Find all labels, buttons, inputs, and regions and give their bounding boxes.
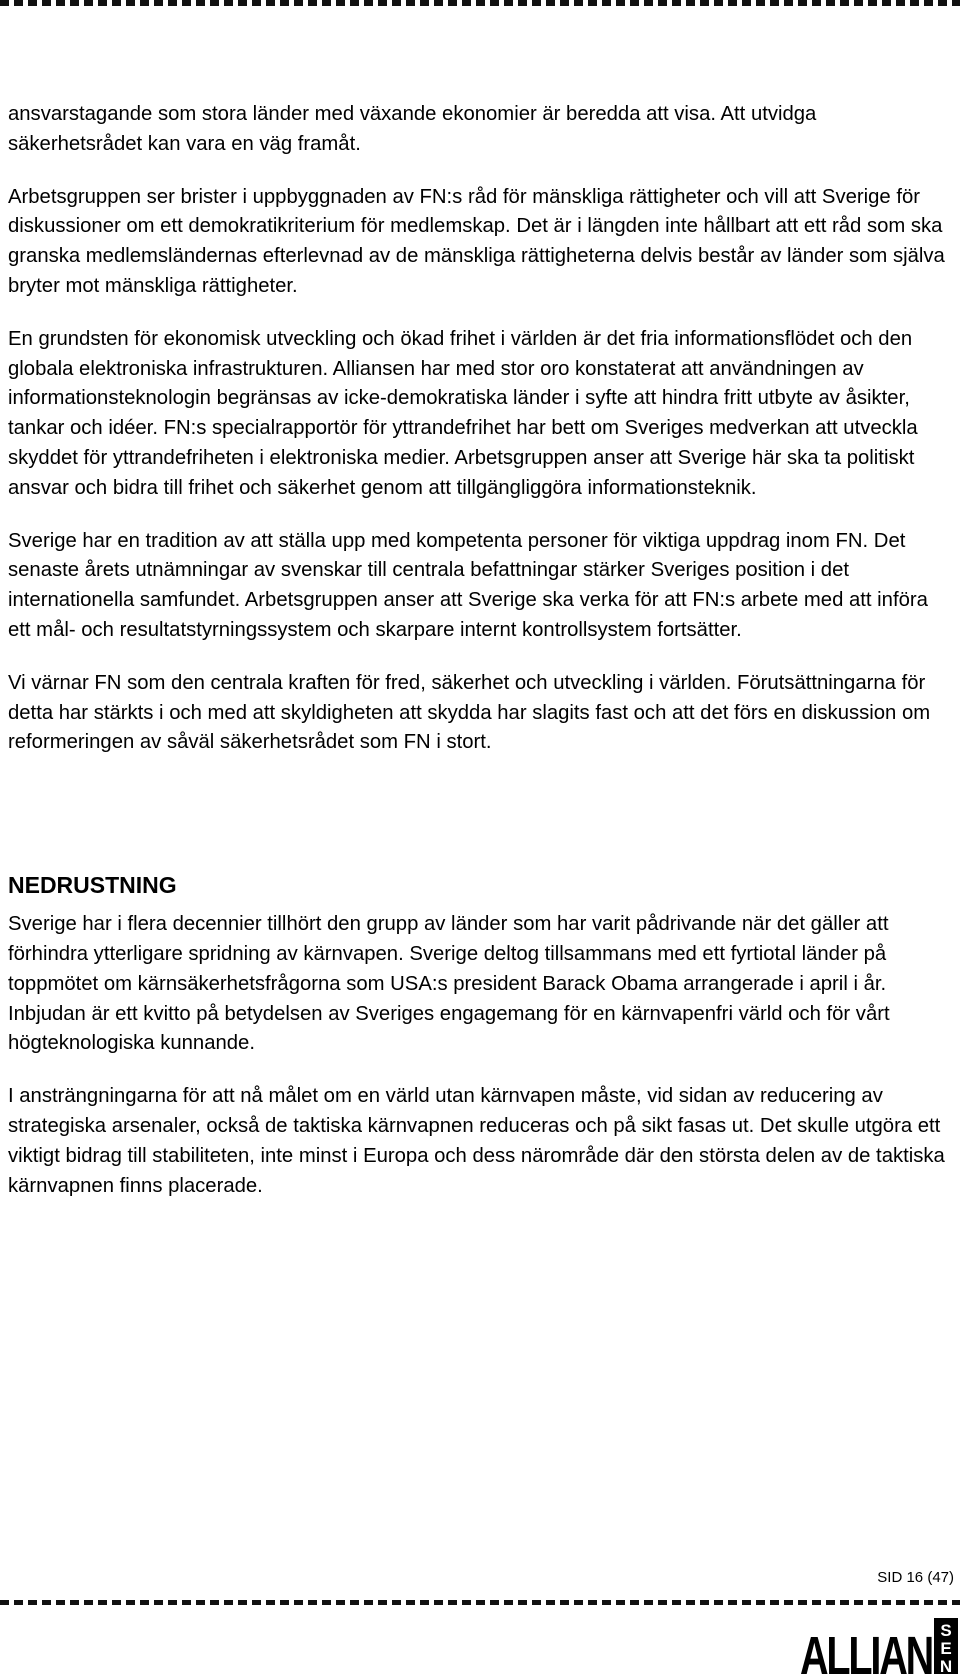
paragraph-un-central-force: Vi värnar FN som den centrala kraften för fred, säkerhet och utveckling i världen. Förutsättningarna för detta har stärkts i och med att skyldigheten att skydda har slagits fast och att det förs en diskussion om reformeringen av såväl säkerhetsrådet som FN i stort. bbox=[8, 671, 931, 754]
page-number: SID 16 (47) bbox=[877, 1569, 954, 1586]
paragraph-swedish-appointments: Sverige har en tradition av att ställa upp med kompetenta personer för viktiga uppdrag inom FN. Det senaste årets utnämningar av svenskar till centrala befattningar stärker Sveriges position i det internationella samfundet. Arbetsgruppen anser att Sverige ska verka för att FN:s arbete med att införa ett mål- och resultatstyrningssystem och skarpare internt kontrollsystem fortsätter. bbox=[8, 529, 928, 641]
paragraph-tactical-weapons: I ansträngningarna för att nå målet om en värld utan kärnvapen måste, vid sidan av reducering av strategiska arsenaler, också de taktiska kärnvapnen reduceras och på sikt fasas ut. Det skulle utgöra ett viktigt bidrag till stabiliteten, inte minst i Europa och dess närområde där den största delen av de taktiska kärnvapnen finns placerade. bbox=[8, 1085, 945, 1197]
paragraph-information-freedom: En grundsten för ekonomisk utveckling och ökad frihet i världen är det fria informationsflödet och den globala elektroniska infrastrukturen. Alliansen har med stor oro konstaterat att användningen av informationsteknologin begränsas av icke-demokratiska länder i syfte att hindra fritt utbyte av åsikter, tankar och idéer. FN:s specialrapportör för yttrandefrihet har bett om Sveriges medverkan att utveckla skyddet för yttrandefriheten i elektroniska medier. Arbetsgruppen anser att Sverige här ska ta politiskt ansvar och bidra till frihet och säkerhet genom att tillgängliggöra informationsteknik. bbox=[8, 327, 918, 499]
bottom-dashed-rule bbox=[0, 1600, 960, 1605]
svg-text:E: E bbox=[940, 1639, 952, 1658]
top-dashed-rule bbox=[0, 0, 960, 6]
section-heading-disarmament: NEDRUSTNING bbox=[8, 872, 177, 899]
paragraph-un-council-expansion: ansvarstagande som stora länder med växande ekonomier är beredda att visa. Att utvidga säkerhetsrådet kan vara en väg framåt. bbox=[8, 103, 817, 155]
svg-text:S: S bbox=[940, 1621, 952, 1640]
paragraph-human-rights-council: Arbetsgruppen ser brister i uppbyggnaden av FN:s råd för mänskliga rättigheter och vill att Sverige för diskussioner om ett demokratikriterium för medlemskap. Det är i längden inte hållbart att ett råd som ska granska medlemsländernas efterlevnad av de mänskliga rättigheterna delvis består av länder som själva bryter mot mänskliga rättigheter. bbox=[8, 185, 945, 297]
alliansen-logo bbox=[800, 1614, 960, 1677]
svg-text:ALLIAN: ALLIAN bbox=[800, 1626, 932, 1677]
svg-text:N: N bbox=[939, 1657, 953, 1676]
document-body bbox=[8, 100, 954, 1201]
paragraph-nonproliferation: Sverige har i flera decennier tillhört den grupp av länder som har varit pådrivande när det gäller att förhindra ytterligare spridning av kärnvapen. Sverige deltog tillsammans med ett fyrtiotal länder på toppmötet om kärnsäkerhetsfrågorna som USA:s president Barack Obama arrangerade i april i år. Inbjudan är ett kvitto på betydelsen av Sveriges engagemang för en kärnvapenfri värld och för vårt högteknologiska kunnande. bbox=[8, 913, 890, 1055]
